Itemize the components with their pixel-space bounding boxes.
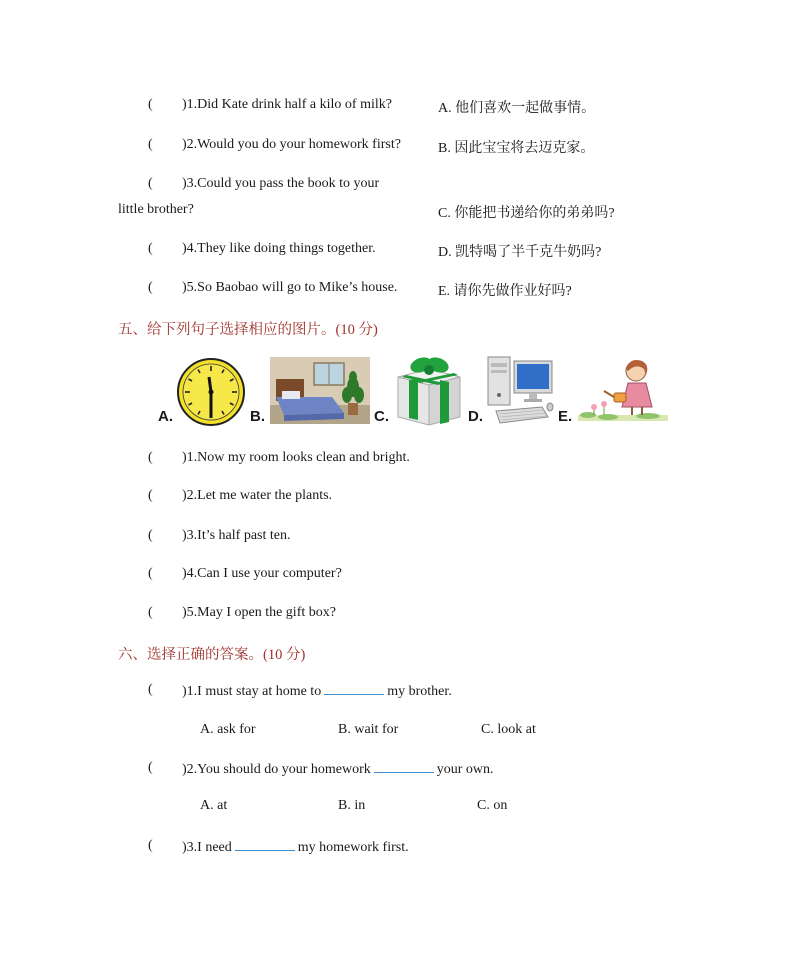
match-option-e: E. 请你先做作业好吗?: [438, 284, 572, 299]
answer-paren-open[interactable]: (: [148, 137, 153, 152]
answer-paren-open[interactable]: (: [148, 488, 153, 503]
choice-question-2-text: )2.You should do your homework: [182, 762, 371, 777]
match-question-2: )2.Would you do your homework first?: [182, 137, 401, 152]
girl-watering-plants-icon: [578, 357, 668, 427]
picture-label-c: C.: [374, 408, 389, 425]
picture-label-e: E.: [558, 408, 573, 425]
choice-question-1-text-end: my brother.: [387, 684, 452, 699]
answer-paren-open[interactable]: (: [148, 97, 153, 112]
picture-label-a: A.: [158, 408, 173, 425]
answer-paren-open[interactable]: (: [148, 760, 153, 775]
picture-question-3: )3.It’s half past ten.: [182, 528, 291, 543]
choice-question-2: [182, 760, 494, 778]
match-question-3: )3.Could you pass the book to your: [182, 176, 380, 191]
picture-question-1: )1.Now my room looks clean and bright.: [182, 450, 410, 465]
picture-question-5: )5.May I open the gift box?: [182, 605, 336, 620]
match-option-a: A. 他们喜欢一起做事情。: [438, 101, 596, 116]
answer-paren-open[interactable]: (: [148, 838, 153, 853]
answer-paren-open[interactable]: (: [148, 241, 153, 256]
match-question-3-continued: little brother?: [118, 202, 194, 217]
choice-1-option-a: A. ask for: [200, 722, 256, 737]
answer-paren-open[interactable]: (: [148, 605, 153, 620]
choice-question-1-text: )1.I must stay at home to: [182, 684, 322, 699]
bedroom-icon: [270, 357, 370, 424]
choice-1-option-c: C. look at: [481, 722, 536, 737]
picture-label-b: B.: [250, 408, 265, 425]
choice-question-3-text: )3.I need: [182, 840, 232, 855]
match-option-c: C. 你能把书递给你的弟弟吗?: [438, 206, 615, 221]
answer-paren-open[interactable]: (: [148, 450, 153, 465]
section-6-heading: 六、选择正确的答案。(10 分): [118, 647, 306, 663]
picture-label-d: D.: [468, 408, 483, 425]
gift-box-icon: [394, 355, 464, 427]
match-question-5: )5.So Baobao will go to Mike’s house.: [182, 280, 398, 295]
answer-blank[interactable]: [374, 760, 434, 773]
picture-question-4: )4.Can I use your computer?: [182, 566, 342, 581]
choice-2-option-c: C. on: [477, 798, 508, 813]
match-question-1: )1.Did Kate drink half a kilo of milk?: [182, 97, 392, 112]
section-5-heading: 五、给下列句子选择相应的图片。(10 分): [118, 322, 378, 338]
choice-2-option-b: B. in: [338, 798, 366, 813]
choice-1-option-b: B. wait for: [338, 722, 399, 737]
choice-question-3: [182, 838, 409, 856]
match-option-b: B. 因此宝宝将去迈克家。: [438, 141, 595, 156]
answer-blank[interactable]: [324, 682, 384, 695]
match-question-4: )4.They like doing things together.: [182, 241, 376, 256]
choice-2-option-a: A. at: [200, 798, 228, 813]
answer-paren-open[interactable]: (: [148, 682, 153, 697]
clock-icon: [176, 357, 246, 427]
answer-blank[interactable]: [235, 838, 295, 851]
answer-paren-open[interactable]: (: [148, 280, 153, 295]
answer-paren-open[interactable]: (: [148, 566, 153, 581]
choice-question-3-text-end: my homework first.: [297, 840, 409, 855]
answer-paren-open[interactable]: (: [148, 176, 153, 191]
picture-question-2: )2.Let me water the plants.: [182, 488, 333, 503]
computer-icon: [486, 355, 556, 427]
answer-paren-open[interactable]: (: [148, 528, 153, 543]
choice-question-1: [182, 682, 452, 700]
choice-question-2-text-end: your own.: [436, 762, 494, 777]
match-option-d: D. 凯特喝了半千克牛奶吗?: [438, 245, 602, 260]
